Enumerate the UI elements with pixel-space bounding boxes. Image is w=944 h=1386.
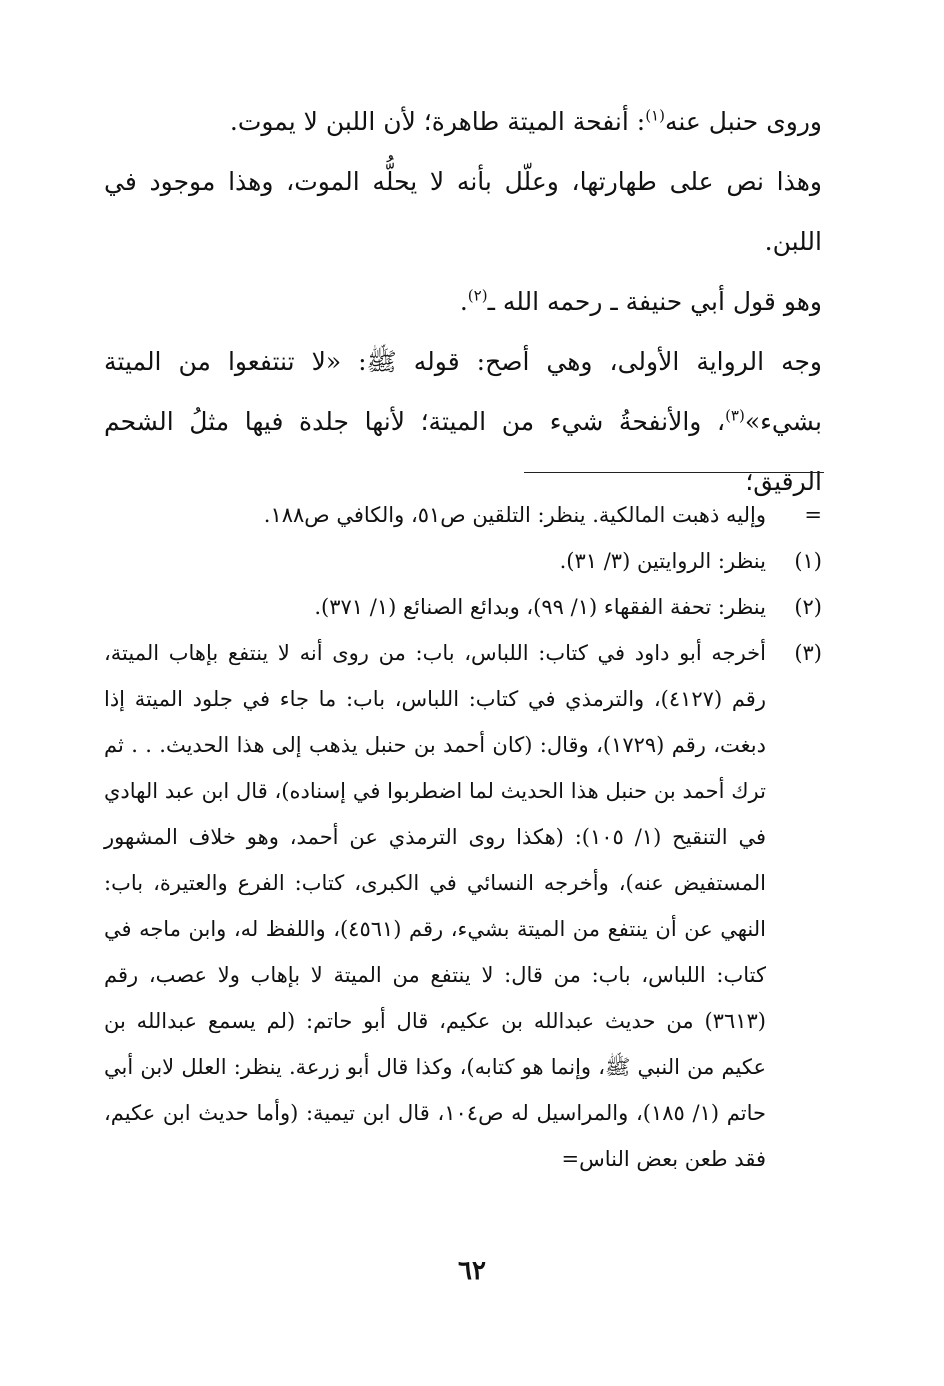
footnotes-section: [104, 492, 822, 1182]
footnote-text: وإليه ذهبت المالكية. ينظر: التلقين ص٥١، والكافي ص١٨٨.: [263, 503, 766, 527]
footnote-marker: =: [804, 503, 822, 527]
footnote-3: [104, 630, 822, 1182]
paragraph-4-text-cont: ، والأنفحةُ شيء من الميتة؛ لأنها جلدة فيها مثلُ الشحم الرقيق؛: [104, 407, 822, 496]
paragraph-3-text: وهو قول أبي حنيفة ـ رحمه الله ـ: [487, 287, 822, 316]
paragraph-2-text: وهذا نص على طهارتها، وعلّل بأنه لا يحلُّه الموت، وهذا موجود في اللبن.: [104, 167, 822, 256]
footnote-text: ينظر: الروايتين (٣/ ٣١).: [559, 549, 766, 573]
page-number: ٦٢: [458, 1256, 486, 1286]
footnote-ref-2: (٢): [467, 286, 488, 305]
paragraph-3-text-cont: .: [459, 287, 468, 316]
paragraph-1-text-cont: : أنفحة الميتة طاهرة؛ لأن اللبن لا يموت.: [229, 107, 646, 136]
main-body-text: [104, 92, 822, 512]
paragraph-4-text: وجه الرواية الأولى، وهي أصح: قوله ﷺ: «لا تنتفعوا من الميتة بشيء»: [104, 347, 822, 436]
paragraph-3: [104, 272, 822, 332]
footnote-text: ينظر: تحفة الفقهاء (١/ ٩٩)، وبدائع الصنائع (١/ ٣٧١).: [314, 595, 766, 619]
footnote-separator: [524, 472, 824, 473]
footnote-ref-3: (٣): [725, 406, 745, 425]
footnote-marker: (٢): [794, 595, 822, 619]
paragraph-2: [104, 152, 822, 272]
footnote-marker: (٣): [794, 641, 822, 665]
paragraph-1-text: وروى حنبل عنه: [664, 107, 822, 136]
footnote-marker: (١): [794, 549, 822, 573]
paragraph-4: [104, 332, 822, 512]
footnote-ref-1: (١): [645, 106, 665, 125]
footnote-2: [104, 584, 822, 630]
footnote-text: أخرجه أبو داود في كتاب: اللباس، باب: من روى أنه لا ينتفع بإهاب الميتة، رقم (٤١٢٧)، والترمذي في كتاب: اللباس، باب: ما جاء في جلود الميتة إذا دبغت، رقم (١٧٢٩)، وقال: (كان أحمد بن حنبل يذهب إلى هذا الحديث. . . ثم ترك أحمد بن حنبل هذا الحديث لما اضطربوا في إسناده)، قال ابن عبد الهادي في التنقيح (١/ ١٠٥): (هكذا روى الترمذي عن أحمد، وهو خلاف المشهور المستفيض عنه)، وأخرجه النسائي في الكبرى، كتاب: الفرع والعتيرة، باب: النهي عن أن ينتفع من الميتة بشيء، رقم (٤٥٦١)، واللفظ له، وابن ماجه في كتاب: اللباس، باب: من قال: لا ينتفع من الميتة لا بإهاب ولا عصب، رقم (٣٦١٣) من حديث عبدالله بن عكيم، قال أبو حاتم: (لم يسمع عبدالله بن عكيم من النبي ﷺ، وإنما هو كتابه)، وكذا قال أبو زرعة. ينظر: العلل لابن أبي حاتم (١/ ١٨٥)، والمراسيل له ص١٠٤، قال ابن تيمية: (وأما حديث ابن عكيم، فقد طعن بعض الناس=: [104, 641, 766, 1171]
footnote-1: [104, 538, 822, 584]
footnote-continued: [104, 492, 822, 538]
paragraph-1: [104, 92, 822, 152]
